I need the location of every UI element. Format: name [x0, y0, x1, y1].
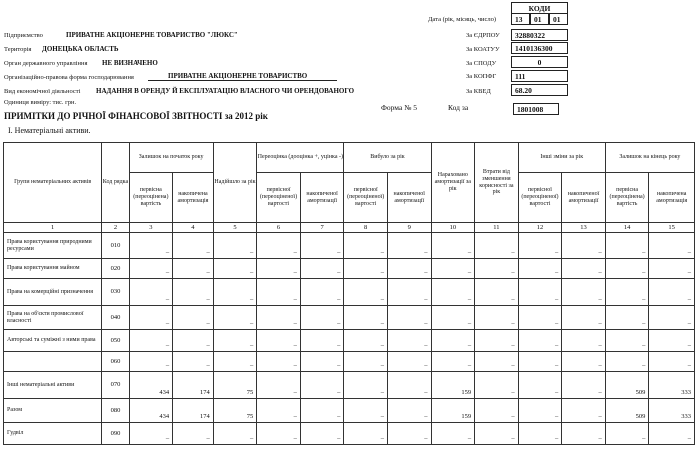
table-cell: –: [475, 330, 519, 352]
table-cell: –: [431, 306, 475, 330]
table-cell: 434: [129, 399, 173, 423]
codes-title: КОДИ: [511, 2, 568, 14]
table-cell: –: [649, 330, 695, 352]
table-cell: –: [300, 423, 344, 445]
table-cell: –: [344, 372, 388, 399]
table-cell: –: [387, 306, 431, 330]
table-cell: –: [300, 279, 344, 306]
table-cell: –: [173, 259, 214, 279]
table-cell: 174: [173, 372, 214, 399]
table-row: [4, 352, 695, 372]
column-number: 12: [518, 223, 562, 233]
header-received: Надійшло за рік: [213, 143, 257, 223]
table-cell: –: [344, 259, 388, 279]
table-cell: –: [129, 352, 173, 372]
table-cell: –: [562, 399, 606, 423]
table-cell: –: [129, 259, 173, 279]
table-cell: 75: [213, 399, 257, 423]
section-title: I. Нематеріальні активи.: [8, 126, 91, 135]
column-number: 1: [4, 223, 102, 233]
table-cell: –: [129, 279, 173, 306]
table-cell: –: [300, 233, 344, 259]
header-group: Групи нематеріальних активів: [4, 143, 102, 223]
table-cell: 333: [649, 399, 695, 423]
table-cell: –: [344, 399, 388, 423]
column-number: 2: [102, 223, 129, 233]
table-row: [4, 306, 695, 330]
table-cell: –: [300, 259, 344, 279]
kved-code: 68.20: [511, 84, 568, 96]
legal-form-label: Організаційно-правова форма господарювання: [4, 74, 134, 81]
table-cell: –: [257, 259, 301, 279]
sub-amort: накопичена амортизація: [173, 173, 214, 223]
row-name: Права на комерційні призначення: [4, 279, 102, 306]
territory-value: ДОНЕЦЬКА ОБЛАСТЬ: [42, 45, 119, 53]
sub-amort: накопиченої амортизації: [300, 173, 344, 223]
spodu-code: 0: [511, 56, 568, 68]
enterprise-label: Підприємство: [4, 32, 43, 39]
form-label: Форма № 5: [381, 103, 417, 112]
legal-form-value: ПРИВАТНЕ АКЦІОНЕРНЕ ТОВАРИСТВО: [148, 72, 337, 81]
header-revaluation: Переоцінка (дооцінка +, уцінка -): [257, 143, 344, 173]
column-number: 15: [649, 223, 695, 233]
document-title: ПРИМІТКИ ДО РІЧНОЇ ФІНАНСОВОЇ ЗВІТНОСТІ за 2012 рік: [4, 111, 268, 121]
table-cell: –: [562, 259, 606, 279]
column-number: 4: [173, 223, 214, 233]
row-code: 060: [102, 352, 129, 372]
table-cell: –: [173, 233, 214, 259]
sub-cost: первісна (переоцінена) вартість: [605, 173, 649, 223]
table-cell: –: [257, 399, 301, 423]
sub-amort: накопиченої амортизації: [387, 173, 431, 223]
row-name: [4, 352, 102, 372]
row-code: 040: [102, 306, 129, 330]
table-row: [4, 423, 695, 445]
table-cell: –: [173, 423, 214, 445]
table-cell: –: [173, 352, 214, 372]
table-cell: –: [431, 279, 475, 306]
table-cell: –: [518, 423, 562, 445]
table-cell: –: [649, 352, 695, 372]
table-cell: –: [562, 233, 606, 259]
table-cell: –: [213, 352, 257, 372]
table-cell: –: [344, 306, 388, 330]
table-cell: –: [257, 330, 301, 352]
table-cell: –: [213, 330, 257, 352]
sub-cost: первісної (переоціненої) вартості: [518, 173, 562, 223]
table-cell: 434: [129, 372, 173, 399]
column-number: 10: [431, 223, 475, 233]
table-cell: –: [562, 423, 606, 445]
spodu-label: За СПОДУ: [466, 60, 497, 67]
table-cell: –: [257, 233, 301, 259]
table-cell: –: [300, 399, 344, 423]
header-amortization: Нараховано амортизації за рік: [431, 143, 475, 223]
table-cell: –: [518, 259, 562, 279]
row-name: Інші нематеріальні активи: [4, 372, 102, 399]
row-name: Права користування майном: [4, 259, 102, 279]
kopfg-label: За КОПФГ: [466, 73, 497, 80]
table-cell: –: [649, 306, 695, 330]
sub-amort: накопичена амортизація: [649, 173, 695, 223]
sub-cost: первісної (переоціненої) вартості: [344, 173, 388, 223]
unit-label: Одиниця виміру: тис. грн.: [4, 99, 77, 106]
table-cell: –: [475, 352, 519, 372]
table-cell: –: [344, 279, 388, 306]
table-cell: –: [387, 372, 431, 399]
activity-value: НАДАННЯ В ОРЕНДУ Й ЕКСПЛУАТАЦІЮ ВЛАСНОГО ЧИ ОРЕНДОВАНОГО: [96, 87, 355, 95]
table-cell: –: [213, 233, 257, 259]
table-cell: –: [518, 352, 562, 372]
table-cell: –: [562, 372, 606, 399]
table-cell: –: [300, 330, 344, 352]
row-code: 050: [102, 330, 129, 352]
table-cell: –: [431, 352, 475, 372]
table-cell: –: [605, 423, 649, 445]
table-cell: –: [475, 233, 519, 259]
table-cell: –: [300, 306, 344, 330]
table-row: [4, 279, 695, 306]
row-code: 070: [102, 372, 129, 399]
table-cell: –: [518, 372, 562, 399]
table-cell: –: [431, 330, 475, 352]
table-cell: –: [173, 279, 214, 306]
edrpou-code: 32880322: [511, 29, 568, 41]
row-code: 010: [102, 233, 129, 259]
sub-cost: первісної (переоціненої) вартості: [257, 173, 301, 223]
row-code: 020: [102, 259, 129, 279]
table-cell: –: [475, 306, 519, 330]
edrpou-label: За ЄДРПОУ: [466, 32, 500, 39]
form-code: 1801008: [513, 103, 559, 115]
header-disposed: Вибуло за рік: [344, 143, 431, 173]
table-cell: –: [605, 279, 649, 306]
enterprise-value: ПРИВАТНЕ АКЦІОНЕРНЕ ТОВАРИСТВО "ЛЮКС": [66, 31, 238, 39]
table-cell: 159: [431, 372, 475, 399]
column-number: 6: [257, 223, 301, 233]
gov-body-label: Орган державного управління: [4, 60, 88, 67]
table-row: [4, 372, 695, 399]
table-cell: 159: [431, 399, 475, 423]
table-cell: –: [213, 306, 257, 330]
header-closing: Залишок на кінець року: [605, 143, 694, 173]
table-cell: 509: [605, 399, 649, 423]
table-cell: 509: [605, 372, 649, 399]
table-cell: –: [173, 306, 214, 330]
column-number: 5: [213, 223, 257, 233]
table-cell: –: [431, 423, 475, 445]
table-cell: –: [605, 259, 649, 279]
table-cell: –: [344, 233, 388, 259]
sub-amort: накопиченої амортизації: [562, 173, 606, 223]
table-cell: –: [562, 279, 606, 306]
table-cell: –: [518, 279, 562, 306]
row-name: Права користування природними ресурсами: [4, 233, 102, 259]
table-cell: –: [257, 372, 301, 399]
table-cell: –: [475, 423, 519, 445]
table-row: [4, 399, 695, 423]
row-code: 030: [102, 279, 129, 306]
column-number: 13: [562, 223, 606, 233]
table-cell: –: [475, 259, 519, 279]
header-code: Код рядка: [102, 143, 129, 223]
koatuu-code: 1410136300: [511, 42, 568, 54]
row-code: 080: [102, 399, 129, 423]
column-number: 9: [387, 223, 431, 233]
table-cell: –: [387, 233, 431, 259]
table-cell: –: [344, 352, 388, 372]
sub-cost: первісна (переоцінена) вартість: [129, 173, 173, 223]
table-cell: –: [562, 352, 606, 372]
header-opening: Залишок на початок року: [129, 143, 213, 173]
table-cell: –: [518, 306, 562, 330]
table-cell: –: [475, 399, 519, 423]
table-cell: –: [562, 330, 606, 352]
table-cell: –: [649, 233, 695, 259]
table-cell: –: [475, 372, 519, 399]
table-cell: –: [431, 233, 475, 259]
table-cell: –: [605, 233, 649, 259]
table-cell: –: [475, 279, 519, 306]
table-cell: 174: [173, 399, 214, 423]
table-cell: –: [344, 423, 388, 445]
date-month: 01: [530, 13, 549, 25]
header-other: Інші зміни за рік: [518, 143, 605, 173]
kopfg-code: 111: [511, 70, 568, 82]
table-cell: –: [129, 233, 173, 259]
column-number: 8: [344, 223, 388, 233]
table-cell: –: [649, 423, 695, 445]
table-cell: –: [344, 330, 388, 352]
row-name: Гудвіл: [4, 423, 102, 445]
intangible-assets-table: [3, 142, 695, 445]
column-number: 3: [129, 223, 173, 233]
table-cell: –: [518, 330, 562, 352]
table-cell: –: [129, 423, 173, 445]
row-name: Разом: [4, 399, 102, 423]
table-cell: –: [213, 259, 257, 279]
koatuu-label: За КОАТУУ: [466, 46, 500, 53]
table-cell: –: [173, 330, 214, 352]
table-row: [4, 233, 695, 259]
gov-body-value: НЕ ВИЗНАЧЕНО: [102, 59, 158, 67]
table-cell: –: [213, 279, 257, 306]
date-label: Дата (рік, місяць, число): [428, 16, 496, 23]
table-cell: 333: [649, 372, 695, 399]
table-cell: –: [213, 423, 257, 445]
table-row: [4, 330, 695, 352]
table-cell: –: [257, 423, 301, 445]
header-impairment: Втрати від зменшення корисності за рік: [475, 143, 519, 223]
table-row: [4, 259, 695, 279]
table-cell: –: [300, 352, 344, 372]
form-code-label: Код за: [448, 103, 469, 112]
table-cell: –: [257, 352, 301, 372]
table-cell: –: [562, 306, 606, 330]
table-cell: –: [387, 330, 431, 352]
table-cell: –: [300, 372, 344, 399]
table-cell: –: [387, 352, 431, 372]
table-cell: –: [387, 399, 431, 423]
column-number: 11: [475, 223, 519, 233]
date-day: 01: [549, 13, 568, 25]
table-cell: –: [431, 259, 475, 279]
table-cell: –: [649, 259, 695, 279]
territory-label: Територія: [4, 46, 32, 53]
kved-label: За КВЕД: [466, 88, 491, 95]
row-code: 090: [102, 423, 129, 445]
table-cell: –: [387, 423, 431, 445]
row-name: Авторські та суміжні з ними права: [4, 330, 102, 352]
table-cell: –: [257, 279, 301, 306]
table-cell: –: [605, 306, 649, 330]
activity-label: Вид економічної діяльності: [4, 88, 81, 95]
table-cell: –: [129, 306, 173, 330]
row-name: Права на об'єкти промислової власності: [4, 306, 102, 330]
table-cell: 75: [213, 372, 257, 399]
table-cell: –: [649, 279, 695, 306]
table-cell: –: [129, 330, 173, 352]
column-number: 7: [300, 223, 344, 233]
column-number: 14: [605, 223, 649, 233]
table-cell: –: [518, 399, 562, 423]
table-cell: –: [387, 259, 431, 279]
table-cell: –: [518, 233, 562, 259]
table-cell: –: [387, 279, 431, 306]
date-year: 13: [511, 13, 530, 25]
table-cell: –: [257, 306, 301, 330]
table-cell: –: [605, 330, 649, 352]
table-cell: –: [605, 352, 649, 372]
